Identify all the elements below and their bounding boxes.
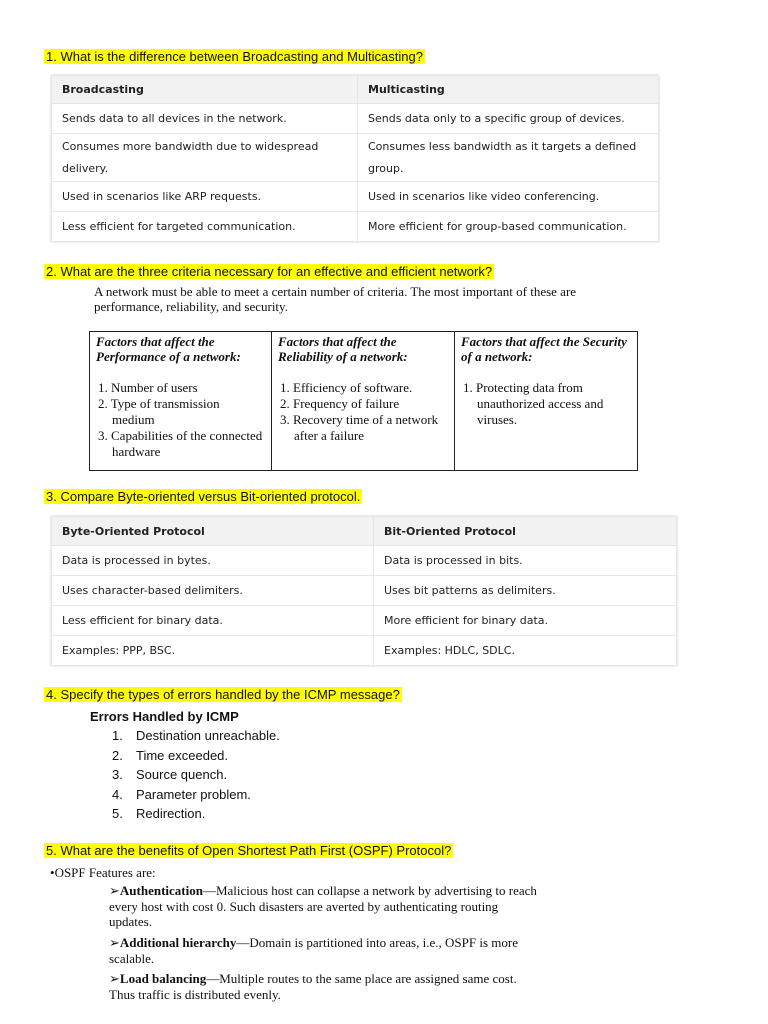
table-row (52, 182, 659, 212)
table-cell: Sends data only to a specific group of devices. (358, 104, 659, 134)
table-cell: Less efficient for targeted communication. (52, 212, 358, 242)
table-cell: More efficient for group-based communication. (358, 212, 659, 242)
criteria-intro: A network must be able to meet a certain number of criteria. The most important of these are performance, reliability, and security. (94, 284, 577, 314)
table-cell: Examples: PPP, BSC. (52, 636, 374, 666)
byte-bit-protocol-table (51, 516, 677, 666)
ospf-feature-authentication: ➢Authentication—Malicious host can collapse a network by advertising to reach every host with cost 0. Such disasters are averted by authenticating routing updates. (109, 883, 537, 929)
table-row (52, 606, 677, 636)
list-item: 2. Type of transmission medium (98, 396, 220, 427)
table-header-row (52, 517, 677, 546)
list-item: 1. Protecting data from unauthorized access and viruses. (463, 380, 604, 427)
table-cell: Data is processed in bytes. (52, 546, 374, 576)
list-item: 2. Frequency of failure (280, 396, 400, 411)
list-item: 1. Number of users (98, 380, 198, 395)
performance-column (90, 332, 272, 471)
table-cell: Sends data to all devices in the network. (52, 104, 358, 134)
table-cell: Used in scenarios like video conferencing. (358, 182, 659, 212)
list-item: 1. Efficiency of software. (280, 380, 413, 395)
table-header-cell: Broadcasting (52, 76, 358, 104)
table-row (52, 576, 677, 606)
list-item: 1. Destination unreachable. (112, 728, 280, 743)
table-cell: Uses character-based delimiters. (52, 576, 374, 606)
security-heading: Factors that affect the Security of a network: (461, 334, 627, 364)
reliability-heading: Factors that affect the Reliability of a network: (278, 334, 408, 364)
list-item: 3. Recovery time of a network after a failure (280, 412, 439, 443)
network-factors-table (89, 331, 638, 471)
question-2-title: 2. What are the three criteria necessary for an effective and efficient network? (46, 264, 493, 279)
table-cell: Examples: HDLC, SDLC. (374, 636, 677, 666)
list-item: 4. Parameter problem. (112, 786, 251, 802)
table-row (52, 212, 659, 242)
table-row (52, 134, 659, 182)
question-5-title: 5. What are the benefits of Open Shortest Path First (OSPF) Protocol? (46, 843, 452, 858)
table-cell: Consumes less bandwidth as it targets a defined group. (358, 134, 659, 182)
table-row (52, 104, 659, 134)
ospf-feature-hierarchy: ➢Additional hierarchy—Domain is partitioned into areas, i.e., OSPF is more scalable. (109, 935, 518, 966)
question-1-title: 1. What is the difference between Broadcasting and Multicasting? (46, 49, 423, 64)
ospf-lead: •OSPF Features are: (50, 865, 156, 880)
performance-heading: Factors that affect the Performance of a network: (96, 334, 241, 364)
list-item: 5. Redirection. (112, 806, 206, 821)
table-row (52, 546, 677, 576)
security-column (455, 332, 638, 471)
table-cell: Less efficient for binary data. (52, 606, 374, 636)
table-cell: Uses bit patterns as delimiters. (374, 576, 677, 606)
list-item: 3. Capabilities of the connected hardware (98, 428, 263, 459)
broadcast-multicast-table (51, 75, 659, 242)
reliability-column (272, 332, 455, 471)
table-header-row (52, 76, 659, 104)
table-row (52, 636, 677, 666)
icmp-errors-heading: Errors Handled by ICMP (90, 709, 239, 724)
ospf-feature-load-balancing: ➢Load balancing—Multiple routes to the same place are assigned same cost. Thus traffic is distributed evenly. (109, 971, 517, 1002)
table-header-cell: Byte-Oriented Protocol (52, 517, 374, 546)
list-item: 3. Source quench. (112, 767, 228, 782)
table-cell: More efficient for binary data. (374, 606, 677, 636)
table-cell: Used in scenarios like ARP requests. (52, 182, 358, 212)
question-4-title: 4. Specify the types of errors handled by the ICMP message? (46, 687, 400, 702)
table-cell: Data is processed in bits. (374, 546, 677, 576)
table-header-cell: Bit-Oriented Protocol (374, 517, 677, 546)
list-item: 2. Time exceeded. (112, 747, 229, 763)
question-3-title: 3. Compare Byte-oriented versus Bit-oriented protocol. (46, 489, 361, 504)
table-header-cell: Multicasting (358, 76, 659, 104)
table-cell: Consumes more bandwidth due to widespread delivery. (52, 134, 358, 182)
icmp-errors-list (112, 726, 280, 824)
